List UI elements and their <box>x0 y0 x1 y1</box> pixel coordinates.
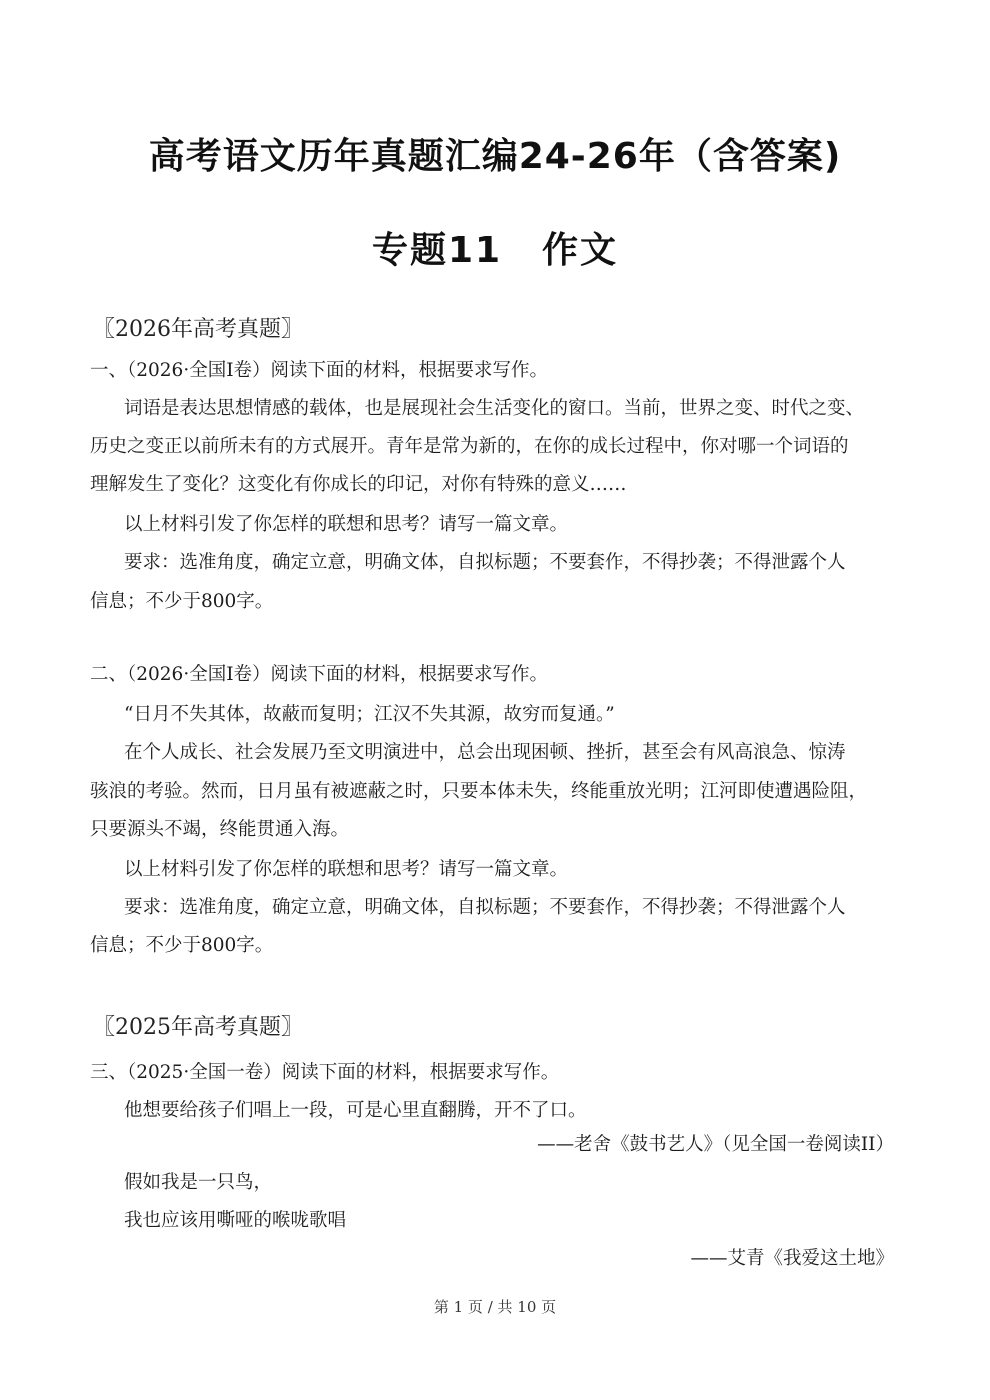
page-footer: 第 1 页 / 共 10 页 <box>433 1298 557 1316</box>
document-title: 高考语文历年真题汇编24-26年（含答案) <box>148 136 842 177</box>
section-heading-2026: 〖2026年高考真题〗 <box>93 317 303 342</box>
question-3-line: 他想要给孩子们唱上一段，可是心里直翻腾，开不了口。 <box>124 1100 587 1121</box>
question-2-line: 在个人成长、社会发展乃至文明演进中，总会出现困顿、挫折，甚至会有风高浪急、惊涛 <box>124 742 846 763</box>
question-2-line: 以上材料引发了你怎样的联想和思考？请写一篇文章。 <box>124 859 569 880</box>
topic-number: 专题11 <box>371 230 503 271</box>
poem-line: 我也应该用嘶哑的喉咙歌唱 <box>124 1210 347 1231</box>
question-1-line: 要求：选准角度，确定立意，明确文体，自拟标题；不要套作，不得抄袭；不得泄露个人 <box>124 552 846 573</box>
question-2-line: “日月不失其体，故蔽而复明；江汉不失其源，故穷而复通。” <box>124 704 615 725</box>
question-2-line: 只要源头不竭，终能贯通入海。 <box>90 819 350 840</box>
question-1-line: 历史之变正以前所未有的方式展开。青年是常为新的，在你的成长过程中，你对哪一个词语的 <box>90 436 849 457</box>
topic-name: 作文 <box>542 230 619 271</box>
quote-attribution: ——艾青《我爱这土地》 <box>690 1248 894 1269</box>
question-3-header: 三、（2025·全国一卷）阅读下面的材料，根据要求写作。 <box>90 1062 560 1083</box>
question-1-header: 一、（2026·全国Ⅰ卷）阅读下面的材料，根据要求写作。 <box>90 360 549 381</box>
quote-attribution: ——老舍《鼓书艺人》（见全国一卷阅读II） <box>537 1134 894 1155</box>
poem-line: 假如我是一只鸟， <box>124 1172 273 1193</box>
section-heading-2025: 〖2025年高考真题〗 <box>93 1015 303 1040</box>
question-1-line: 理解发生了变化？这变化有你成长的印记，对你有特殊的意义…… <box>90 474 627 495</box>
question-1-line: 词语是表达思想情感的载体，也是展现社会生活变化的窗口。当前，世界之变、时代之变、 <box>124 398 865 419</box>
topic-title <box>0 222 990 273</box>
question-2-header: 二、（2026·全国Ⅰ卷）阅读下面的材料，根据要求写作。 <box>90 664 549 685</box>
question-1-line: 以上材料引发了你怎样的联想和思考？请写一篇文章。 <box>124 514 569 535</box>
question-2-line: 要求：选准角度，确定立意，明确文体，自拟标题；不要套作，不得抄袭；不得泄露个人 <box>124 897 846 918</box>
question-2-line: 信息；不少于800字。 <box>90 935 274 956</box>
question-1-line: 信息；不少于800字。 <box>90 591 274 612</box>
question-2-line: 骇浪的考验。然而，日月虽有被遮蔽之时，只要本体未失，终能重放光明；江河即使遭遇险阻， <box>90 781 868 802</box>
